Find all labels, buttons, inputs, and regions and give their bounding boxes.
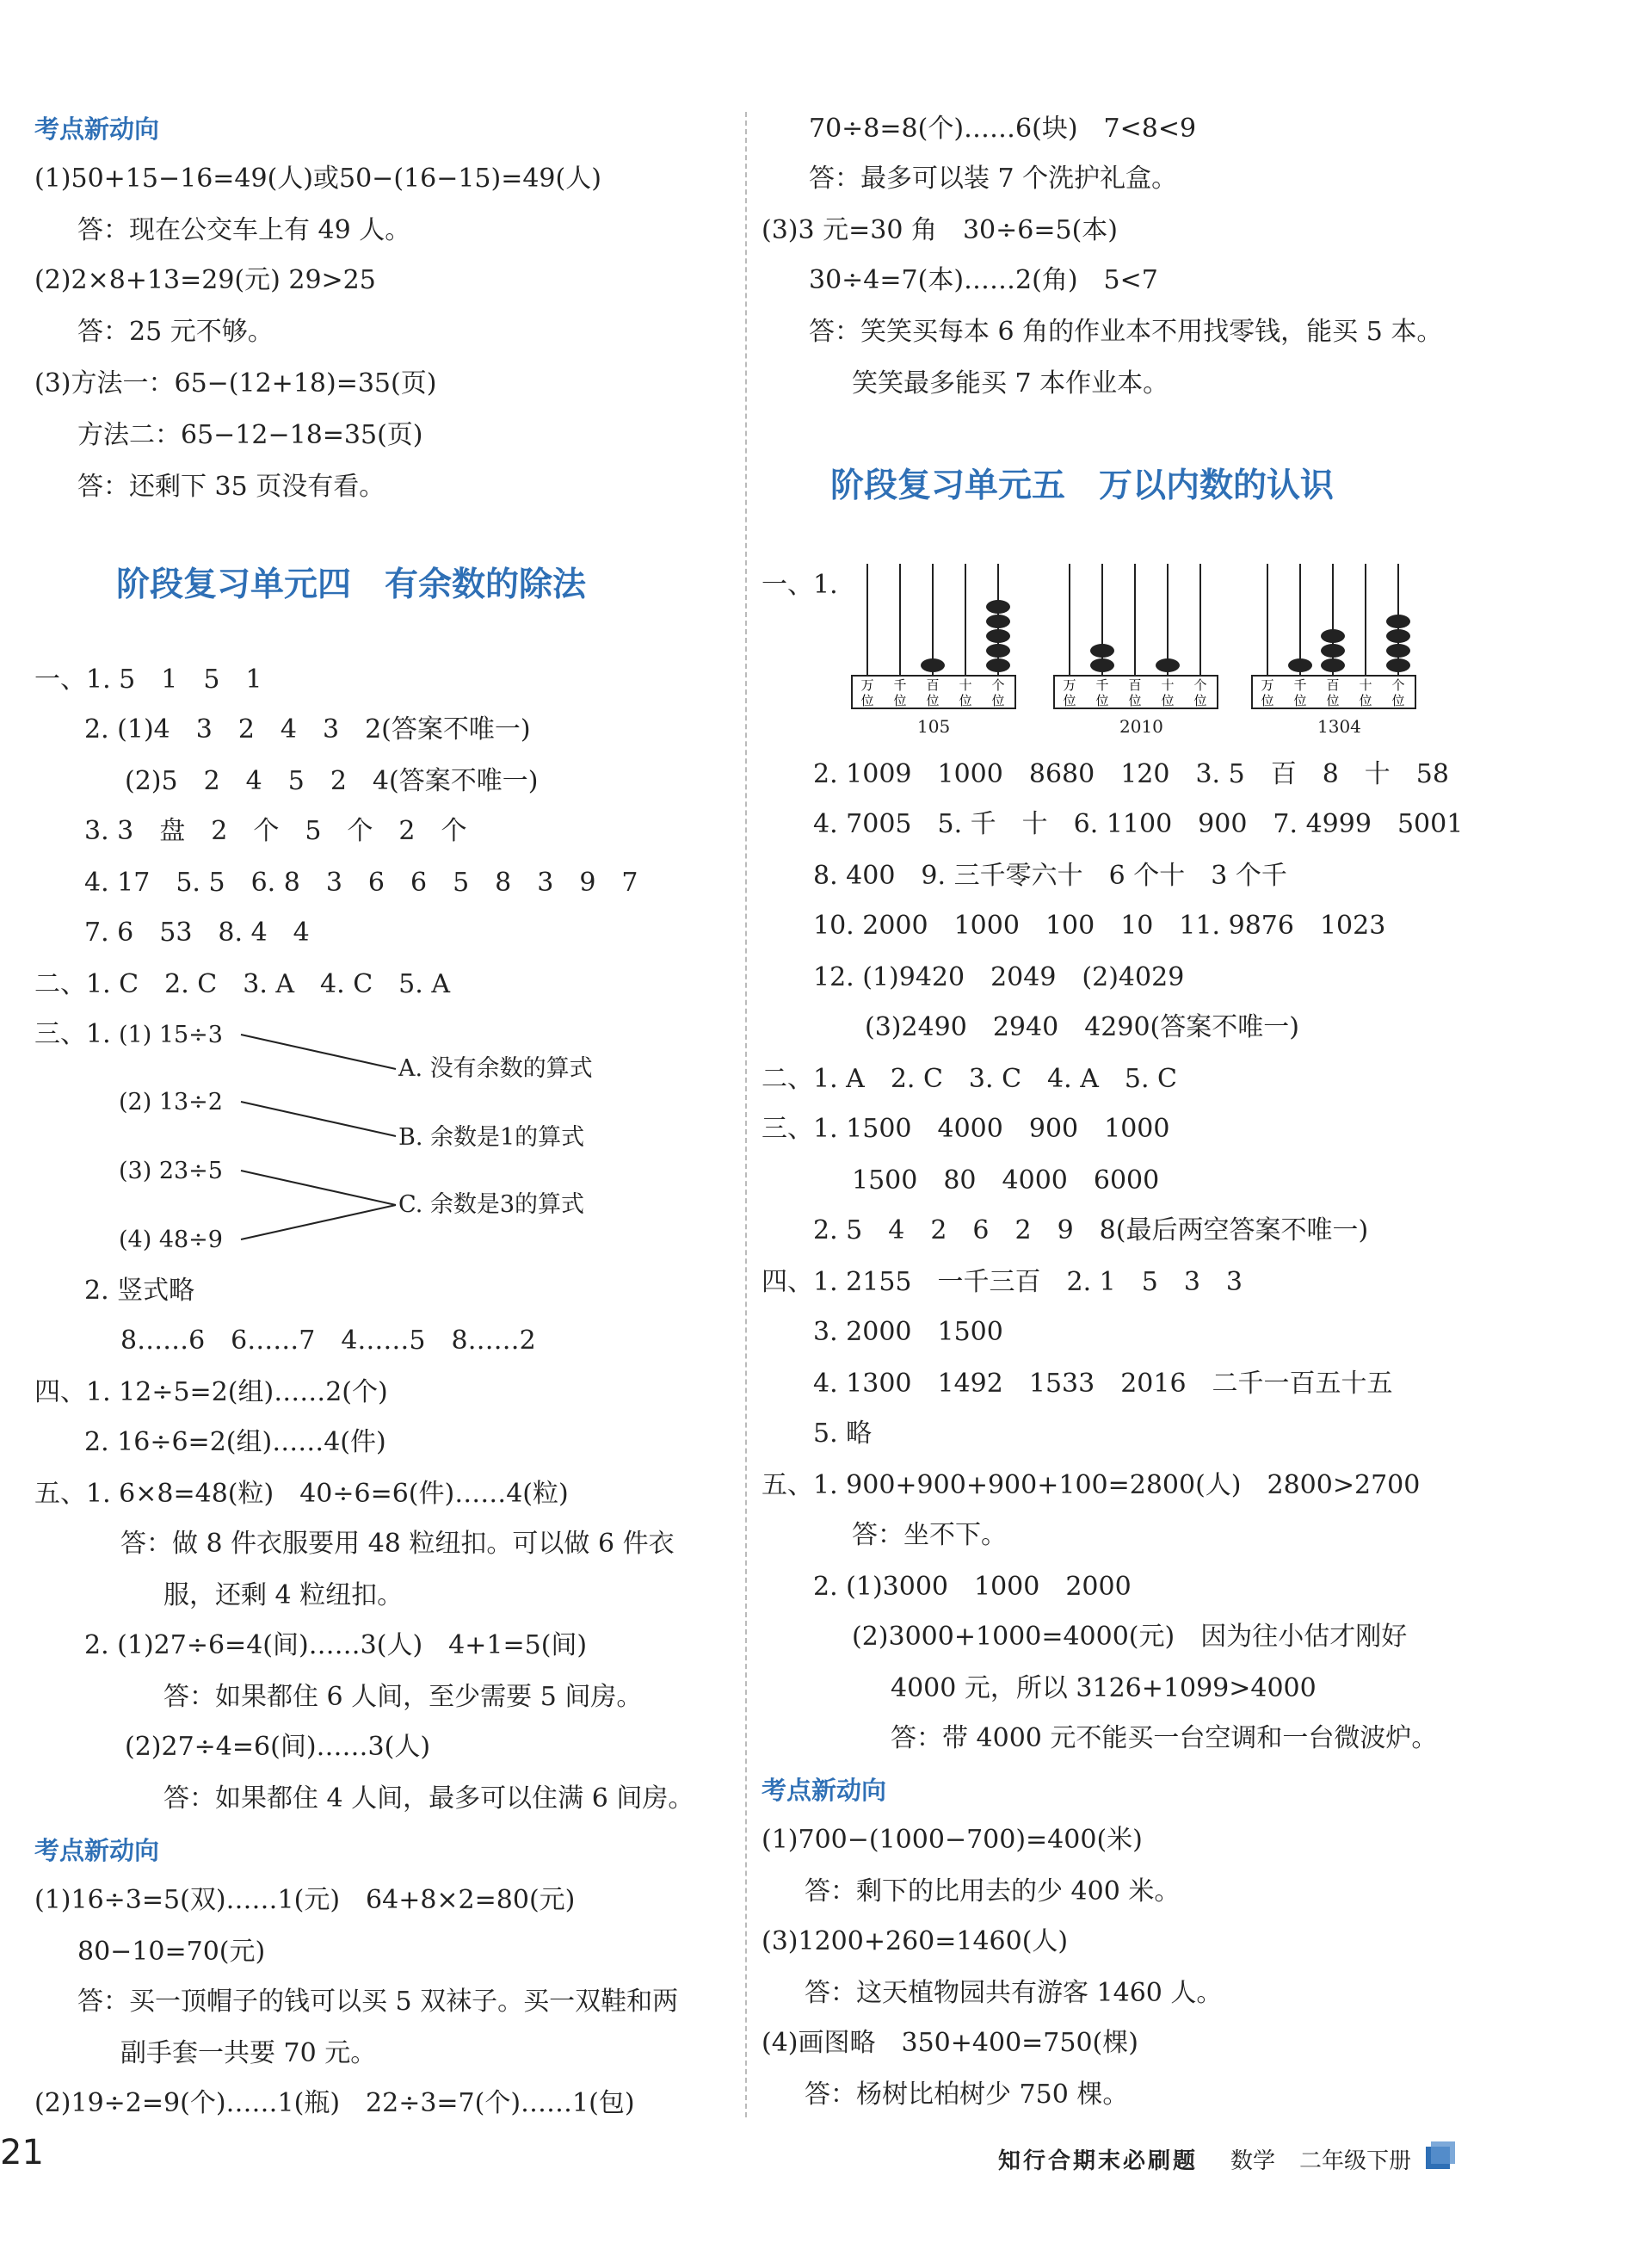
answer-line: 2. 16÷6=2(组)……4(件) <box>84 1427 386 1457</box>
abacus-place-label: 万 <box>1261 677 1274 693</box>
answer-line: 三、1. 1500 4000 900 1000 <box>762 1114 1170 1144</box>
abacus-caption: 2010 <box>1119 716 1163 737</box>
answer-line: 笑笑最多能买 7 本作业本。 <box>852 368 1169 399</box>
abacus-place-label: 十 <box>1161 677 1175 693</box>
abacus-caption: 105 <box>917 716 951 737</box>
answer-line: (3)3 元=30 角 30÷6=5(本) <box>762 215 1118 245</box>
answer-line: (3)方法一：65−(12+18)=35(页) <box>34 368 437 399</box>
answer-line: 4. 17 5. 5 6. 8 3 6 6 5 8 3 9 7 <box>84 868 638 898</box>
match-left-item: (1) 15÷3 <box>119 1022 223 1048</box>
answer-line: (4)画图略 350+400=750(棵) <box>762 2028 1138 2058</box>
answer-line: 答：如果都住 4 人间，最多可以住满 6 间房。 <box>163 1783 694 1814</box>
page-number: 21 <box>0 2133 44 2172</box>
answer-line: 4000 元，所以 3126+1099>4000 <box>891 1673 1317 1703</box>
match-left-item: (3) 23÷5 <box>119 1158 223 1184</box>
abacus-bead <box>1321 629 1345 643</box>
footer-grade: 二年级下册 <box>1299 2148 1412 2174</box>
section-heading: 考点新动向 <box>34 1836 160 1865</box>
abacus-place-label: 位 <box>1293 693 1307 708</box>
answer-line: 答：杨树比柏树少 750 棵。 <box>805 2080 1129 2110</box>
answer-line: 8. 400 9. 三千零六十 6 个十 3 个千 <box>813 861 1287 891</box>
answer-line: (2)27÷4=6(间)……3(人) <box>125 1732 431 1762</box>
abacus-place-label: 位 <box>1193 693 1207 708</box>
footer-brand: 知行合期末必刷题 <box>998 2148 1199 2174</box>
answer-line: (2)5 2 4 5 2 4(答案不唯一) <box>125 766 539 796</box>
abacus-bead <box>986 615 1010 628</box>
answer-line: 服，还剩 4 粒纽扣。 <box>163 1580 404 1610</box>
unit-title: 阶段复习单元四 有余数的除法 <box>116 565 587 604</box>
abacus-bead <box>986 644 1010 658</box>
abacus-place-label: 位 <box>1161 693 1175 708</box>
answer-line: 答：剩下的比用去的少 400 米。 <box>805 1876 1181 1906</box>
abacus-place-label: 万 <box>860 677 874 693</box>
abacus-place-label: 位 <box>1391 693 1405 708</box>
abacus-place-label: 个 <box>991 677 1005 693</box>
abacus-1 <box>850 564 1022 710</box>
abacus-place-label: 位 <box>1326 693 1340 708</box>
answer-line: 答：最多可以装 7 个洗护礼盒。 <box>809 164 1178 194</box>
abacus-place-label: 万 <box>1063 677 1076 693</box>
answer-line: 五、1. 6×8=48(粒) 40÷6=6(件)……4(粒) <box>34 1479 569 1509</box>
match-left-item: (2) 13÷2 <box>119 1089 223 1115</box>
abacus-place-label: 十 <box>1359 677 1372 693</box>
abacus-place-label: 百 <box>926 677 940 693</box>
match-right-item: A. 没有余数的算式 <box>398 1055 593 1082</box>
answer-line: 一、1. 5 1 5 1 <box>34 664 262 695</box>
abacus-place-label: 个 <box>1193 677 1207 693</box>
column-divider <box>745 112 747 2117</box>
abacus-bead <box>921 658 945 672</box>
answer-line: 4. 1300 1492 1533 2016 二千一百五十五 <box>813 1369 1393 1399</box>
answer-line: 答：买一顶帽子的钱可以买 5 双袜子。买一双鞋和两 <box>77 1987 679 2017</box>
matching-lines <box>34 1016 740 1274</box>
answer-line: 答：做 8 件衣服要用 48 粒纽扣。可以做 6 件衣 <box>120 1529 675 1559</box>
answer-line: 2. 5 4 2 6 2 9 8(最后两空答案不唯一) <box>813 1215 1369 1245</box>
abacus-place-label: 位 <box>1359 693 1372 708</box>
answer-line: 答：坐不下。 <box>852 1520 1007 1550</box>
answer-line: (3)1200+260=1460(人) <box>762 1926 1069 1956</box>
footer-subject: 数学 <box>1230 2148 1276 2174</box>
answer-line: (2)3000+1000=4000(元) 因为往小估才刚好 <box>852 1622 1408 1652</box>
abacus-place-label: 位 <box>1063 693 1076 708</box>
abacus-bead <box>1090 658 1114 672</box>
unit-title: 阶段复习单元五 万以内数的认识 <box>830 467 1335 505</box>
abacus-place-label: 位 <box>860 693 874 708</box>
answer-line: 副手套一共要 70 元。 <box>120 2038 377 2068</box>
answer-line: (1)16÷3=5(双)……1(元) 64+8×2=80(元) <box>34 1885 576 1915</box>
answer-line: 2. 1009 1000 8680 120 3. 5 百 8 十 58 <box>813 759 1449 789</box>
answer-line: 2. (1)3000 1000 2000 <box>813 1572 1132 1602</box>
book-stack-icon <box>1424 2138 1458 2172</box>
abacus-place-label: 个 <box>1391 677 1405 693</box>
answer-line: (3)2490 2940 4290(答案不唯一) <box>865 1012 1299 1042</box>
abacus-place-label: 百 <box>1326 677 1340 693</box>
abacus-bead <box>1386 658 1410 672</box>
answer-line: 70÷8=8(个)……6(块) 7<8<9 <box>809 114 1197 144</box>
answer-line: 方法二：65−12−18=35(页) <box>77 420 423 450</box>
match-left-item: (4) 48÷9 <box>119 1227 223 1253</box>
abacus-bead <box>1288 658 1312 672</box>
answer-line: 答：带 4000 元不能买一台空调和一台微波炉。 <box>891 1723 1438 1753</box>
match-line-3 <box>241 1171 396 1205</box>
answer-line: 3. 2000 1500 <box>813 1317 1003 1347</box>
answer-line: 4. 7005 5. 千 十 6. 1100 900 7. 4999 5001 <box>813 809 1464 839</box>
answer-line: 7. 6 53 8. 4 4 <box>84 918 310 948</box>
abacus-bead <box>1090 644 1114 658</box>
match-line-2 <box>241 1102 396 1136</box>
abacus-bead <box>1386 644 1410 658</box>
answer-line: (2)19÷2=9(个)……1(瓶) 22÷3=7(个)……1(包) <box>34 2088 635 2118</box>
section-heading: 考点新动向 <box>34 114 160 144</box>
answer-line: 3. 3 盘 2 个 5 个 2 个 <box>84 816 467 846</box>
answer-line: 2. (1)4 3 2 4 3 2(答案不唯一) <box>84 714 531 745</box>
answer-line: 四、1. 12÷5=2(组)……2(个) <box>34 1377 388 1407</box>
answer-line: 一、1. <box>762 570 838 600</box>
abacus-3 <box>1250 564 1422 710</box>
answer-line: 答：笑笑买每本 6 角的作业本不用找零钱，能买 5 本。 <box>809 317 1443 347</box>
answer-line: 30÷4=7(本)……2(角) 5<7 <box>809 265 1158 295</box>
answer-line: 5. 略 <box>813 1418 873 1449</box>
abacus-place-label: 十 <box>959 677 972 693</box>
answer-line: 答：25 元不够。 <box>77 317 274 347</box>
abacus-place-label: 位 <box>991 693 1005 708</box>
match-line-1 <box>241 1035 396 1069</box>
answer-line: 2. 竖式略 <box>84 1276 195 1306</box>
answer-line: 1500 80 4000 6000 <box>852 1165 1160 1196</box>
abacus-place-label: 位 <box>893 693 907 708</box>
abacus-caption: 1304 <box>1317 716 1361 737</box>
answer-line: 12. (1)9420 2049 (2)4029 <box>813 962 1185 992</box>
abacus-2 <box>1052 564 1224 710</box>
answer-line: 2. (1)27÷6=4(间)……3(人) 4+1=5(间) <box>84 1630 588 1660</box>
abacus-place-label: 位 <box>1261 693 1274 708</box>
answer-line: 答：还剩下 35 页没有看。 <box>77 472 385 502</box>
abacus-place-label: 位 <box>959 693 972 708</box>
abacus-bead <box>986 658 1010 672</box>
answer-line: 答：如果都住 6 人间，至少需要 5 间房。 <box>163 1682 643 1712</box>
section-heading: 考点新动向 <box>762 1776 887 1805</box>
abacus-bead <box>1386 629 1410 643</box>
abacus-bead <box>1321 644 1345 658</box>
abacus-bead <box>986 629 1010 643</box>
match-right-item: C. 余数是3的算式 <box>398 1191 585 1218</box>
abacus-bead <box>1156 658 1180 672</box>
answer-line: (2)2×8+13=29(元) 29>25 <box>34 265 376 295</box>
answer-line: 答：这天植物园共有游客 1460 人。 <box>805 1978 1223 2008</box>
answer-line: 五、1. 900+900+900+100=2800(人) 2800>2700 <box>762 1470 1421 1500</box>
match-right-item: B. 余数是1的算式 <box>398 1124 585 1151</box>
abacus-place-label: 位 <box>1128 693 1142 708</box>
abacus-bead <box>986 600 1010 614</box>
answer-line: (1)700−(1000−700)=400(米) <box>762 1825 1143 1855</box>
answer-line: 8……6 6……7 4……5 8……2 <box>120 1326 536 1356</box>
answer-line: 二、1. C 2. C 3. A 4. C 5. A <box>34 969 450 999</box>
match-line-4 <box>241 1205 396 1239</box>
answer-line: (1)50+15−16=49(人)或50−(16−15)=49(人) <box>34 164 601 194</box>
abacus-bead <box>1321 658 1345 672</box>
abacus-place-label: 位 <box>926 693 940 708</box>
answer-line: 80−10=70(元) <box>77 1937 266 1967</box>
abacus-place-label: 百 <box>1128 677 1142 693</box>
abacus-place-label: 千 <box>893 677 907 693</box>
answer-line: 答：现在公交车上有 49 人。 <box>77 215 411 245</box>
abacus-place-label: 千 <box>1293 677 1307 693</box>
answer-line: 四、1. 2155 一千三百 2. 1 5 3 3 <box>762 1267 1243 1297</box>
answer-line: 二、1. A 2. C 3. C 4. A 5. C <box>762 1064 1177 1094</box>
answer-line: 三、1. <box>34 1019 111 1049</box>
abacus-place-label: 位 <box>1095 693 1109 708</box>
abacus-bead <box>1386 615 1410 628</box>
answer-line: 10. 2000 1000 100 10 11. 9876 1023 <box>813 911 1386 941</box>
abacus-place-label: 千 <box>1095 677 1109 693</box>
